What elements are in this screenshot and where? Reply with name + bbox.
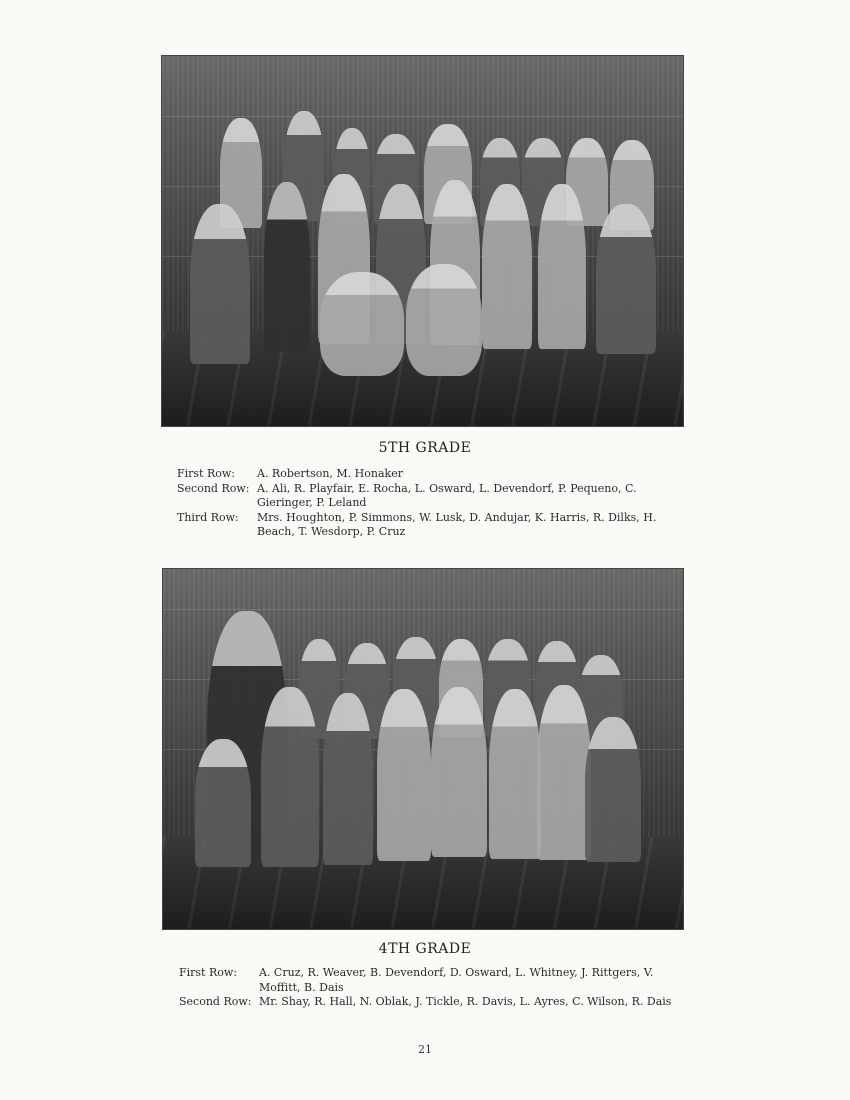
caption-5th-grade [177,467,677,540]
caption-row [177,467,677,482]
page-number: 21 [418,1043,432,1056]
row-names: Mr. Shay, R. Hall, N. Oblak, J. Tickle, R. Davis, L. Ayres, C. Wilson, R. Dais [259,995,672,1008]
caption-row [177,511,677,540]
row-label: Second Row: [179,995,252,1008]
row-names: A. Cruz, R. Weaver, B. Devendorf, D. Osward, L. Whitney, J. Rittgers, V. Moffitt, B. Dais [259,966,654,994]
caption-row [179,966,674,995]
row-label: Third Row: [177,510,239,524]
caption-row [179,995,674,1010]
row-label: Second Row: [177,481,250,495]
row-label: First Row: [177,467,235,480]
section-title-5th-grade: 5TH GRADE [378,440,472,456]
row-names: Mrs. Houghton, P. Simmons, W. Lusk, D. Andujar, K. Harris, R. Dilks, H. Beach, T. Wesdorp, P. Cruz [257,510,657,538]
row-label: First Row: [179,966,237,979]
section-title-4th-grade: 4TH GRADE [378,941,472,957]
class-photo-4th-grade [162,568,684,930]
caption-row [177,482,677,511]
class-photo-5th-grade [161,55,684,427]
row-names: A. Robertson, M. Honaker [257,467,403,480]
caption-4th-grade [179,966,674,1010]
row-names: A. Ali, R. Playfair, E. Rocha, L. Osward, L. Devendorf, P. Pequeno, C. Gieringer, P. Leland [257,481,637,509]
